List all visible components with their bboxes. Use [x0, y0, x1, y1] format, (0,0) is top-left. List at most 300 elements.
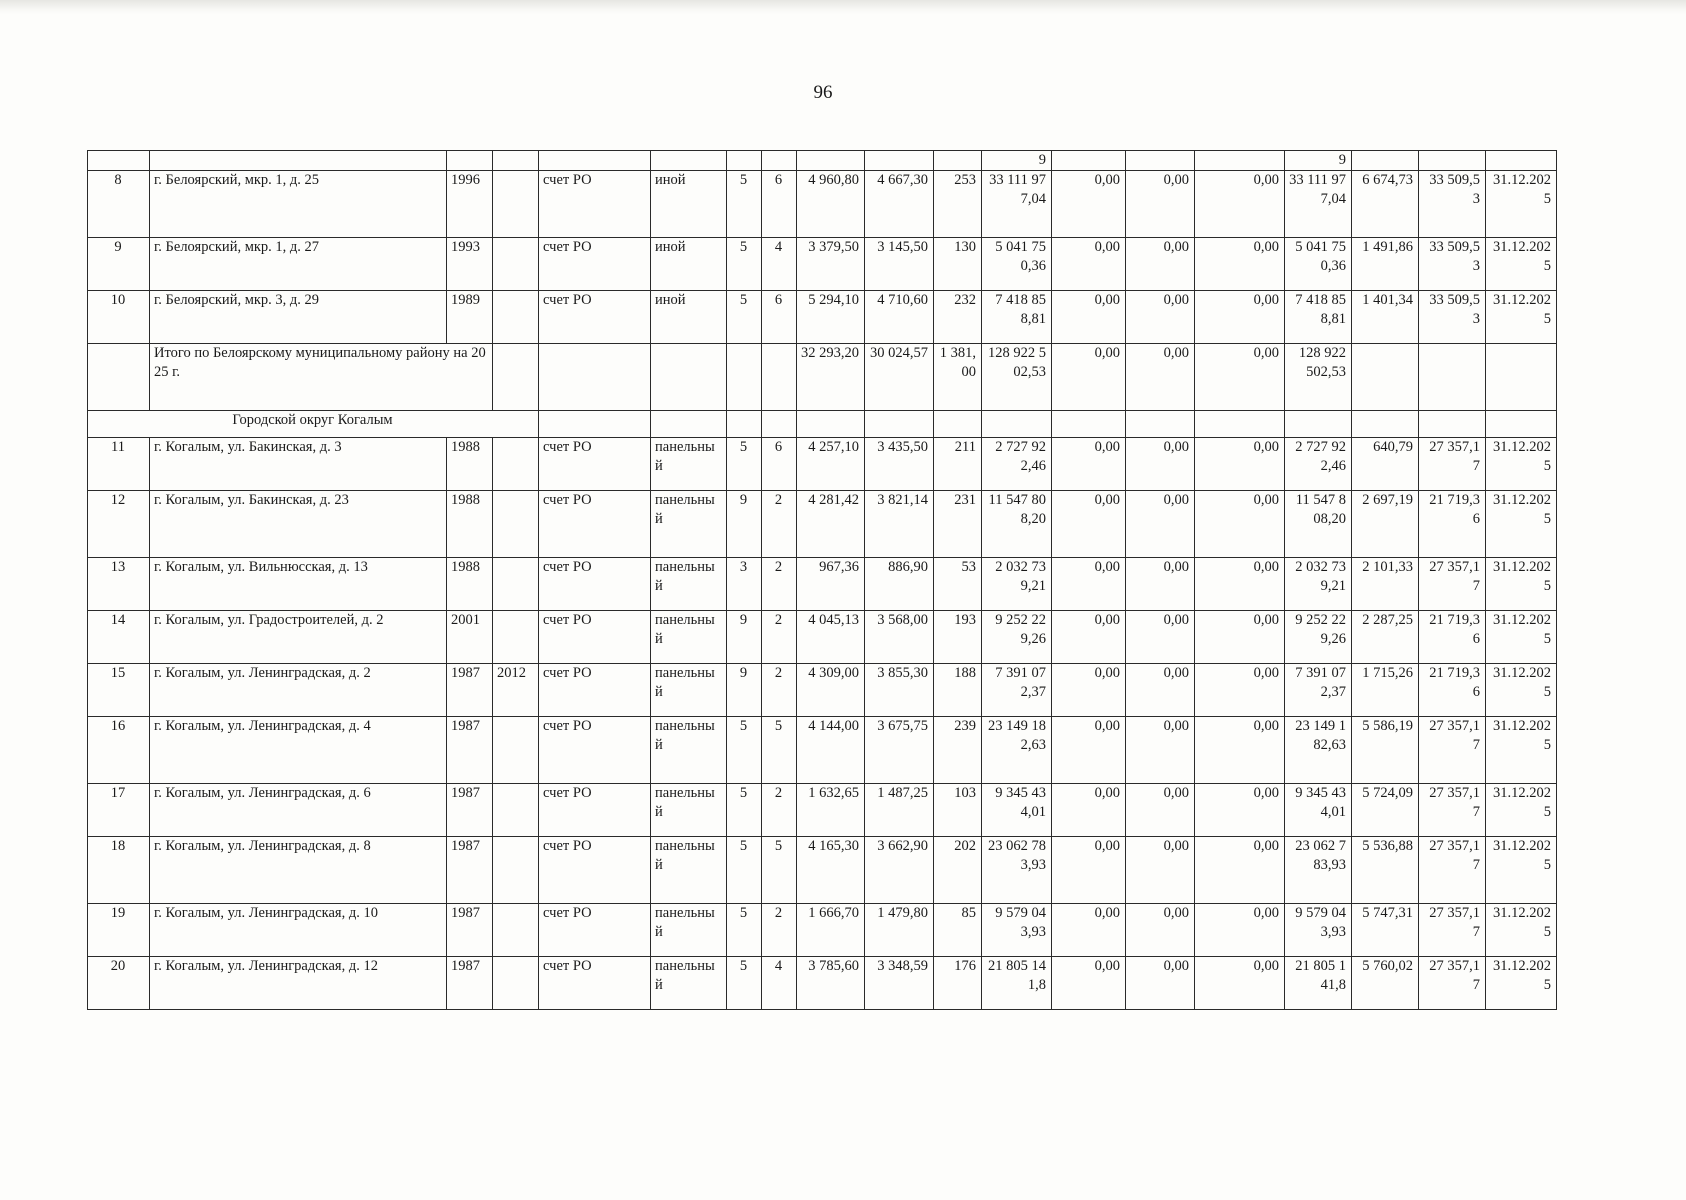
cell-deadline: 31.12.2025: [1486, 291, 1557, 344]
empty-cell: [934, 411, 982, 438]
cell-cost-total: 5 041 750,36: [982, 238, 1052, 291]
cell-entrances: 4: [762, 238, 797, 291]
cell-deadline: 31.12.2025: [1486, 837, 1557, 904]
cell-area-total: 967,36: [797, 558, 865, 611]
cell-fund: счет РО: [539, 904, 651, 957]
cell-area-total: 1 666,70: [797, 904, 865, 957]
cell-year-reconstructed: [493, 238, 539, 291]
cell-sub2: 0,00: [1126, 837, 1195, 904]
cell-no: 12: [88, 491, 150, 558]
cell-residents: 232: [934, 291, 982, 344]
cell-deadline: 31.12.2025: [1486, 238, 1557, 291]
cell-cost-total: 11 547 808,20: [982, 491, 1052, 558]
cell-area-residential: 3 568,00: [865, 611, 934, 664]
cell-cost-per-sqm: 1 715,26: [1352, 664, 1419, 717]
cell-cost-per-sqm: 5 536,88: [1352, 837, 1419, 904]
cell-entrances: 2: [762, 491, 797, 558]
empty-cell: [1052, 411, 1126, 438]
cell-deadline: 31.12.2025: [1486, 171, 1557, 238]
section-title: Городской округ Когалым: [88, 411, 539, 438]
cell-cost-owners: 9 345 434,01: [1285, 784, 1352, 837]
cell-residents: 193: [934, 611, 982, 664]
cell-address: г. Когалым, ул. Градостроителей, д. 2: [150, 611, 447, 664]
cell-floors: 9: [727, 664, 762, 717]
table-row: [88, 558, 1557, 611]
cell-area-residential: 4 667,30: [865, 171, 934, 238]
cell-address: г. Когалым, ул. Ленинградская, д. 6: [150, 784, 447, 837]
table-row: [88, 291, 1557, 344]
total-residents: 1 381,00: [934, 344, 982, 411]
cell-year-reconstructed: [493, 611, 539, 664]
cell-deadline: 31.12.2025: [1486, 438, 1557, 491]
cell-sub1: 0,00: [1052, 238, 1126, 291]
cell-deadline: 31.12.2025: [1486, 784, 1557, 837]
cell-residents: 188: [934, 664, 982, 717]
table-row: [88, 611, 1557, 664]
cell-sub2: 0,00: [1126, 611, 1195, 664]
cell-area-total: 4 960,80: [797, 171, 865, 238]
cell-entrances: 5: [762, 717, 797, 784]
cell-floors: 9: [727, 611, 762, 664]
cell-sub3: 0,00: [1195, 904, 1285, 957]
cell-sub2: 0,00: [1126, 438, 1195, 491]
cell-cost-total: 23 062 783,93: [982, 837, 1052, 904]
cell-cost-per-sqm: 6 674,73: [1352, 171, 1419, 238]
cell-area-residential: 3 675,75: [865, 717, 934, 784]
cell-area-total: 3 785,60: [797, 957, 865, 1010]
cell-cost-limit: 27 357,17: [1419, 957, 1486, 1010]
cell-sub2: 0,00: [1126, 171, 1195, 238]
cell-cost-limit: 33 509,53: [1419, 238, 1486, 291]
cell-cost-limit: 27 357,17: [1419, 904, 1486, 957]
table-row: [88, 957, 1557, 1010]
cell-entrances: 2: [762, 558, 797, 611]
cell-cost-per-sqm: 640,79: [1352, 438, 1419, 491]
cell-floors: 5: [727, 717, 762, 784]
cell-residents: 85: [934, 904, 982, 957]
empty-cell: [1419, 344, 1486, 411]
cell-sub3: 0,00: [1195, 171, 1285, 238]
cell-cost-total: 9 345 434,01: [982, 784, 1052, 837]
empty-cell: [539, 411, 651, 438]
empty-cell: [1195, 411, 1285, 438]
empty-cell: [1486, 344, 1557, 411]
cell-deadline: 31.12.2025: [1486, 957, 1557, 1010]
cell-floors: 5: [727, 957, 762, 1010]
cell-area-residential: 1 479,80: [865, 904, 934, 957]
empty-cell: [1352, 411, 1419, 438]
cell-floors: 5: [727, 837, 762, 904]
cell-cost-owners: 7 391 072,37: [1285, 664, 1352, 717]
cell-sub1: 0,00: [1052, 438, 1126, 491]
cell-year-reconstructed: [493, 717, 539, 784]
cell-area-residential: 3 855,30: [865, 664, 934, 717]
cell-year-reconstructed: [493, 957, 539, 1010]
cell-year-reconstructed: [493, 904, 539, 957]
cell-cost-total: 23 149 182,63: [982, 717, 1052, 784]
cell-fund: счет РО: [539, 664, 651, 717]
cell-cost-owners: 9: [1285, 151, 1352, 171]
cell-cost-per-sqm: 2 697,19: [1352, 491, 1419, 558]
cell-floors: 5: [727, 784, 762, 837]
cell-sub1: 0,00: [1052, 784, 1126, 837]
cell-no: 8: [88, 171, 150, 238]
scan-edge: [0, 0, 1686, 14]
cell-sub1: 0,00: [1052, 491, 1126, 558]
cell-no: 19: [88, 904, 150, 957]
table-body: [88, 151, 1557, 1010]
cell-area-total: 4 045,13: [797, 611, 865, 664]
cell-cost-total: 7 418 858,81: [982, 291, 1052, 344]
empty-cell: [88, 344, 150, 411]
table-row: [88, 717, 1557, 784]
table-row: [88, 664, 1557, 717]
cell-cost-owners: 2 727 922,46: [1285, 438, 1352, 491]
cell-sub1: 0,00: [1052, 611, 1126, 664]
cell-year-reconstructed: [493, 558, 539, 611]
cell-year-built: 2001: [447, 611, 493, 664]
cell-sub1: 0,00: [1052, 171, 1126, 238]
cell-area-total: 3 379,50: [797, 238, 865, 291]
cell-area-residential: 3 435,50: [865, 438, 934, 491]
cell-year-reconstructed: [493, 784, 539, 837]
cell-year-reconstructed: [493, 171, 539, 238]
cell-sub2: 0,00: [1126, 957, 1195, 1010]
empty-cell: [762, 344, 797, 411]
cell-residents: 231: [934, 491, 982, 558]
cell-no: 10: [88, 291, 150, 344]
cell-address: г. Когалым, ул. Ленинградская, д. 4: [150, 717, 447, 784]
cell-year-built: 1987: [447, 784, 493, 837]
cell-no: 11: [88, 438, 150, 491]
cell-sub2: 0,00: [1126, 558, 1195, 611]
cell-sub1: 0,00: [1052, 904, 1126, 957]
cell-deadline: 31.12.2025: [1486, 664, 1557, 717]
empty-cell: [1486, 411, 1557, 438]
cell-fund: счет РО: [539, 238, 651, 291]
cell-cost-limit: 27 357,17: [1419, 438, 1486, 491]
cell-area-total: 4 281,42: [797, 491, 865, 558]
cell-no: 20: [88, 957, 150, 1010]
cell-year-built: 1989: [447, 291, 493, 344]
cell-year-built: 1987: [447, 664, 493, 717]
cell-entrances: 6: [762, 171, 797, 238]
empty-cell: [762, 411, 797, 438]
cell-area-total: 1 632,65: [797, 784, 865, 837]
table-row: [88, 491, 1557, 558]
cell-material: панельный: [651, 438, 727, 491]
cell-cost-limit: 21 719,36: [1419, 611, 1486, 664]
cell-year-built: 1987: [447, 904, 493, 957]
cell-sub1: 0,00: [1052, 957, 1126, 1010]
cell-cost-limit: 27 357,17: [1419, 837, 1486, 904]
cell-cost-owners: 5 041 750,36: [1285, 238, 1352, 291]
cell-address: г. Белоярский, мкр. 3, д. 29: [150, 291, 447, 344]
cell-fund: счет РО: [539, 611, 651, 664]
empty-cell: [982, 411, 1052, 438]
cell-address: г. Когалым, ул. Бакинская, д. 3: [150, 438, 447, 491]
empty-cell: [1419, 411, 1486, 438]
cell-sub3: 0,00: [1195, 238, 1285, 291]
empty-cell: [651, 411, 727, 438]
empty-cell: [865, 411, 934, 438]
cell-year-built: 1987: [447, 837, 493, 904]
cell-cost-limit: 33 509,53: [1419, 171, 1486, 238]
cell-residents: 239: [934, 717, 982, 784]
cell-cost-owners: 23 149 182,63: [1285, 717, 1352, 784]
cell-cost-total: 9 579 043,93: [982, 904, 1052, 957]
total-area-total: 32 293,20: [797, 344, 865, 411]
empty-cell: [651, 344, 727, 411]
table-row: [88, 438, 1557, 491]
total-row: [88, 344, 1557, 411]
cell-deadline: 31.12.2025: [1486, 558, 1557, 611]
cell-residents: 103: [934, 784, 982, 837]
cell-cost-owners: 9 579 043,93: [1285, 904, 1352, 957]
cell-floors: 5: [727, 171, 762, 238]
cell-year-built: 1996: [447, 171, 493, 238]
section-row: [88, 411, 1557, 438]
cell-material: панельный: [651, 611, 727, 664]
cell-cost-limit: 33 509,53: [1419, 291, 1486, 344]
cell-area-total: 4 257,10: [797, 438, 865, 491]
cell-year-reconstructed: [493, 837, 539, 904]
table-row: [88, 784, 1557, 837]
cell-material: иной: [651, 291, 727, 344]
cell-area-total: 5 294,10: [797, 291, 865, 344]
continuation-row: [88, 151, 1557, 171]
cell-fund: счет РО: [539, 491, 651, 558]
cell-year-built: 1988: [447, 438, 493, 491]
cell-year-reconstructed: [493, 491, 539, 558]
cell-sub3: 0,00: [1195, 837, 1285, 904]
cell-entrances: 6: [762, 291, 797, 344]
page-number: 96: [813, 82, 833, 103]
cell-cost-per-sqm: 5 760,02: [1352, 957, 1419, 1010]
cell-address: г. Белоярский, мкр. 1, д. 25: [150, 171, 447, 238]
cell-sub3: 0,00: [1195, 611, 1285, 664]
cell-cost-owners: 21 805 141,8: [1285, 957, 1352, 1010]
cell-fund: счет РО: [539, 291, 651, 344]
cell-cost-total: 2 032 739,21: [982, 558, 1052, 611]
cell-sub3: 0,00: [1195, 558, 1285, 611]
cell-residents: 211: [934, 438, 982, 491]
cell-year-reconstructed: [493, 438, 539, 491]
cell-floors: 9: [727, 491, 762, 558]
cell-residents: 130: [934, 238, 982, 291]
cell-no: 9: [88, 238, 150, 291]
cell-floors: 5: [727, 904, 762, 957]
cell-cost-per-sqm: 5 724,09: [1352, 784, 1419, 837]
cell-material: иной: [651, 238, 727, 291]
cell-cost-per-sqm: 2 287,25: [1352, 611, 1419, 664]
cell-address: г. Белоярский, мкр. 1, д. 27: [150, 238, 447, 291]
cell-cost-total: 9: [982, 151, 1052, 171]
cell-material: иной: [651, 171, 727, 238]
empty-cell: [797, 411, 865, 438]
table-row: [88, 837, 1557, 904]
cell-address: г. Когалым, ул. Вильнюсская, д. 13: [150, 558, 447, 611]
cell-sub1: 0,00: [1052, 558, 1126, 611]
cell-deadline: 31.12.2025: [1486, 491, 1557, 558]
cell-fund: счет РО: [539, 717, 651, 784]
total-sub2: 0,00: [1126, 344, 1195, 411]
cell-entrances: 2: [762, 784, 797, 837]
cell-area-residential: 3 662,90: [865, 837, 934, 904]
empty-cell: [493, 344, 539, 411]
cell-cost-owners: 9 252 229,26: [1285, 611, 1352, 664]
cell-sub3: 0,00: [1195, 438, 1285, 491]
empty-cell: [1126, 411, 1195, 438]
cell-material: панельный: [651, 717, 727, 784]
cell-no: 14: [88, 611, 150, 664]
cell-no: 13: [88, 558, 150, 611]
cell-cost-total: 33 111 977,04: [982, 171, 1052, 238]
cell-sub3: 0,00: [1195, 664, 1285, 717]
cell-year-built: 1987: [447, 717, 493, 784]
cell-no: 17: [88, 784, 150, 837]
cell-fund: счет РО: [539, 837, 651, 904]
cell-sub1: 0,00: [1052, 664, 1126, 717]
cell-sub3: 0,00: [1195, 717, 1285, 784]
cell-cost-total: 21 805 141,8: [982, 957, 1052, 1010]
cell-entrances: 2: [762, 664, 797, 717]
cell-year-built: 1988: [447, 558, 493, 611]
cell-fund: счет РО: [539, 957, 651, 1010]
cell-address: г. Когалым, ул. Ленинградская, д. 8: [150, 837, 447, 904]
cell-floors: 5: [727, 238, 762, 291]
table-row: [88, 171, 1557, 238]
cell-address: г. Когалым, ул. Ленинградская, д. 10: [150, 904, 447, 957]
cell-deadline: 31.12.2025: [1486, 904, 1557, 957]
cell-sub1: 0,00: [1052, 717, 1126, 784]
cell-cost-limit: 27 357,17: [1419, 784, 1486, 837]
cell-cost-per-sqm: 5 586,19: [1352, 717, 1419, 784]
cell-cost-owners: 23 062 783,93: [1285, 837, 1352, 904]
cell-floors: 5: [727, 438, 762, 491]
cell-sub2: 0,00: [1126, 784, 1195, 837]
table-row: [88, 238, 1557, 291]
cell-area-residential: 3 348,59: [865, 957, 934, 1010]
cell-fund: счет РО: [539, 558, 651, 611]
cell-sub3: 0,00: [1195, 291, 1285, 344]
cell-material: панельный: [651, 664, 727, 717]
cell-sub3: 0,00: [1195, 784, 1285, 837]
cell-material: панельный: [651, 904, 727, 957]
cell-material: панельный: [651, 957, 727, 1010]
cell-fund: счет РО: [539, 171, 651, 238]
cell-entrances: 2: [762, 904, 797, 957]
cell-area-residential: 886,90: [865, 558, 934, 611]
cell-material: панельный: [651, 558, 727, 611]
cell-cost-per-sqm: 1 401,34: [1352, 291, 1419, 344]
total-cost-owners: 128 922 502,53: [1285, 344, 1352, 411]
cell-cost-total: 2 727 922,46: [982, 438, 1052, 491]
cell-residents: 53: [934, 558, 982, 611]
cell-entrances: 2: [762, 611, 797, 664]
cell-area-residential: 3 145,50: [865, 238, 934, 291]
cell-sub2: 0,00: [1126, 238, 1195, 291]
cell-no: 18: [88, 837, 150, 904]
cell-no: 16: [88, 717, 150, 784]
cell-cost-owners: 7 418 858,81: [1285, 291, 1352, 344]
cell-cost-limit: 27 357,17: [1419, 717, 1486, 784]
cell-address: г. Когалым, ул. Ленинградская, д. 12: [150, 957, 447, 1010]
capital-repair-table: [87, 150, 1557, 1010]
cell-area-total: 4 165,30: [797, 837, 865, 904]
cell-address: г. Когалым, ул. Бакинская, д. 23: [150, 491, 447, 558]
cell-address: г. Когалым, ул. Ленинградская, д. 2: [150, 664, 447, 717]
cell-cost-owners: 33 111 977,04: [1285, 171, 1352, 238]
total-cost-total: 128 922 502,53: [982, 344, 1052, 411]
total-sub3: 0,00: [1195, 344, 1285, 411]
cell-area-total: 4 144,00: [797, 717, 865, 784]
cell-deadline: 31.12.2025: [1486, 611, 1557, 664]
cell-floors: 3: [727, 558, 762, 611]
cell-area-total: 4 309,00: [797, 664, 865, 717]
cell-area-residential: 4 710,60: [865, 291, 934, 344]
cell-floors: 5: [727, 291, 762, 344]
empty-cell: [1285, 411, 1352, 438]
total-area-residential: 30 024,57: [865, 344, 934, 411]
cell-fund: счет РО: [539, 438, 651, 491]
cell-cost-owners: 11 547 808,20: [1285, 491, 1352, 558]
table-row: [88, 904, 1557, 957]
cell-sub2: 0,00: [1126, 717, 1195, 784]
cell-area-residential: 3 821,14: [865, 491, 934, 558]
cell-cost-limit: 21 719,36: [1419, 664, 1486, 717]
cell-area-residential: 1 487,25: [865, 784, 934, 837]
cell-year-built: 1993: [447, 238, 493, 291]
cell-residents: 176: [934, 957, 982, 1010]
cell-year-built: 1988: [447, 491, 493, 558]
cell-year-built: 1987: [447, 957, 493, 1010]
total-label: Итого по Белоярскому муниципальному району на 2025 г.: [150, 344, 493, 411]
cell-cost-per-sqm: 1 491,86: [1352, 238, 1419, 291]
cell-sub2: 0,00: [1126, 491, 1195, 558]
cell-cost-limit: 27 357,17: [1419, 558, 1486, 611]
cell-cost-per-sqm: 2 101,33: [1352, 558, 1419, 611]
cell-cost-per-sqm: 5 747,31: [1352, 904, 1419, 957]
cell-deadline: 31.12.2025: [1486, 717, 1557, 784]
empty-cell: [727, 344, 762, 411]
cell-residents: 253: [934, 171, 982, 238]
total-sub1: 0,00: [1052, 344, 1126, 411]
cell-year-reconstructed: 2012: [493, 664, 539, 717]
cell-material: панельный: [651, 837, 727, 904]
empty-cell: [727, 411, 762, 438]
empty-cell: [539, 344, 651, 411]
cell-sub2: 0,00: [1126, 904, 1195, 957]
cell-material: панельный: [651, 491, 727, 558]
cell-material: панельный: [651, 784, 727, 837]
cell-residents: 202: [934, 837, 982, 904]
cell-cost-total: 7 391 072,37: [982, 664, 1052, 717]
cell-entrances: 5: [762, 837, 797, 904]
cell-cost-total: 9 252 229,26: [982, 611, 1052, 664]
cell-sub3: 0,00: [1195, 957, 1285, 1010]
cell-fund: счет РО: [539, 784, 651, 837]
cell-sub2: 0,00: [1126, 664, 1195, 717]
cell-cost-limit: 21 719,36: [1419, 491, 1486, 558]
cell-year-reconstructed: [493, 291, 539, 344]
cell-sub1: 0,00: [1052, 291, 1126, 344]
empty-cell: [1352, 344, 1419, 411]
cell-cost-owners: 2 032 739,21: [1285, 558, 1352, 611]
cell-entrances: 6: [762, 438, 797, 491]
cell-sub3: 0,00: [1195, 491, 1285, 558]
cell-sub1: 0,00: [1052, 837, 1126, 904]
